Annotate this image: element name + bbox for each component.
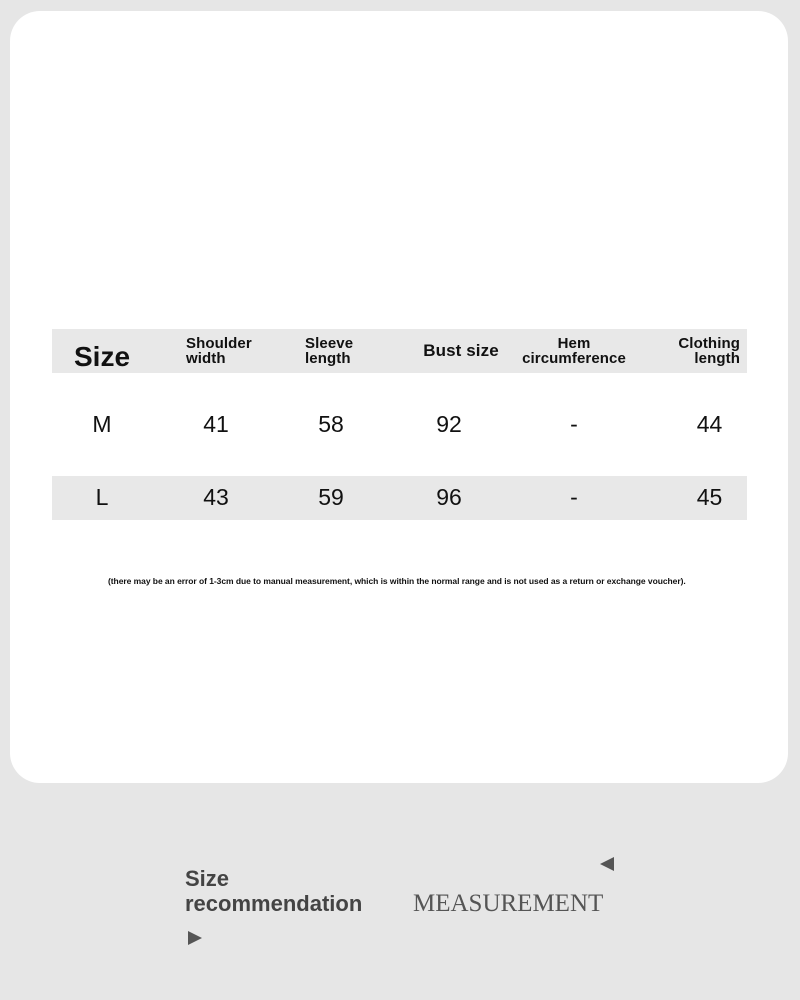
right-triangle-icon bbox=[188, 931, 202, 945]
shoulder-width-header bbox=[152, 329, 272, 373]
sleeve-length-cell-m: 58 bbox=[318, 411, 344, 438]
size-cell-m: M bbox=[92, 411, 112, 438]
clothing-length-cell-m: 44 bbox=[696, 411, 723, 438]
sleeve-length-header-line-1: Sleeve bbox=[305, 334, 354, 352]
hem-circumference-cell-l: - bbox=[570, 484, 578, 511]
measurement-title: MEASUREMENT bbox=[413, 890, 604, 917]
shoulder-width-cell-m: 41 bbox=[203, 411, 229, 438]
shoulder-width-header-line-2: width bbox=[186, 350, 226, 367]
clothing-length-header-line-2: length bbox=[694, 350, 740, 367]
sleeve-length-header-line-2: length bbox=[305, 350, 351, 367]
shoulder-width-header-line-1: Shoulder bbox=[186, 334, 252, 352]
hem-circumference-header-line-1: Hem bbox=[557, 334, 591, 352]
clothing-length-cell-l: 45 bbox=[696, 484, 723, 511]
hem-circumference-header-line-2: circumference bbox=[522, 350, 626, 367]
sleeve-length-header bbox=[272, 329, 390, 373]
size-recommendation-title bbox=[185, 866, 362, 916]
clothing-length-header bbox=[640, 329, 747, 373]
size-row-l bbox=[52, 476, 747, 520]
size-chart-card bbox=[10, 11, 788, 783]
measurement-note: (there may be an error of 1-3cm due to manual measurement, which is within the normal range and is not used as a return or exchange voucher). bbox=[108, 576, 686, 586]
hem-circumference-header bbox=[508, 329, 640, 373]
size-row-m bbox=[52, 403, 747, 447]
shoulder-width-cell-l: 43 bbox=[203, 484, 229, 511]
clothing-length-header-line-1: Clothing bbox=[678, 334, 740, 352]
size-recommendation-title-line-1: Size bbox=[185, 866, 230, 891]
size-table-header-row bbox=[52, 329, 747, 373]
size-column-header: Size bbox=[73, 340, 131, 372]
bust-size-cell-l: 96 bbox=[436, 484, 462, 511]
bust-size-header: Bust size bbox=[423, 341, 499, 361]
size-recommendation-title-line-2: recommendation bbox=[185, 891, 363, 916]
left-triangle-icon bbox=[600, 857, 614, 871]
hem-circumference-cell-m: - bbox=[570, 411, 578, 438]
size-cell-l: L bbox=[95, 484, 109, 511]
sleeve-length-cell-l: 59 bbox=[318, 484, 344, 511]
bust-size-cell-m: 92 bbox=[436, 411, 462, 438]
